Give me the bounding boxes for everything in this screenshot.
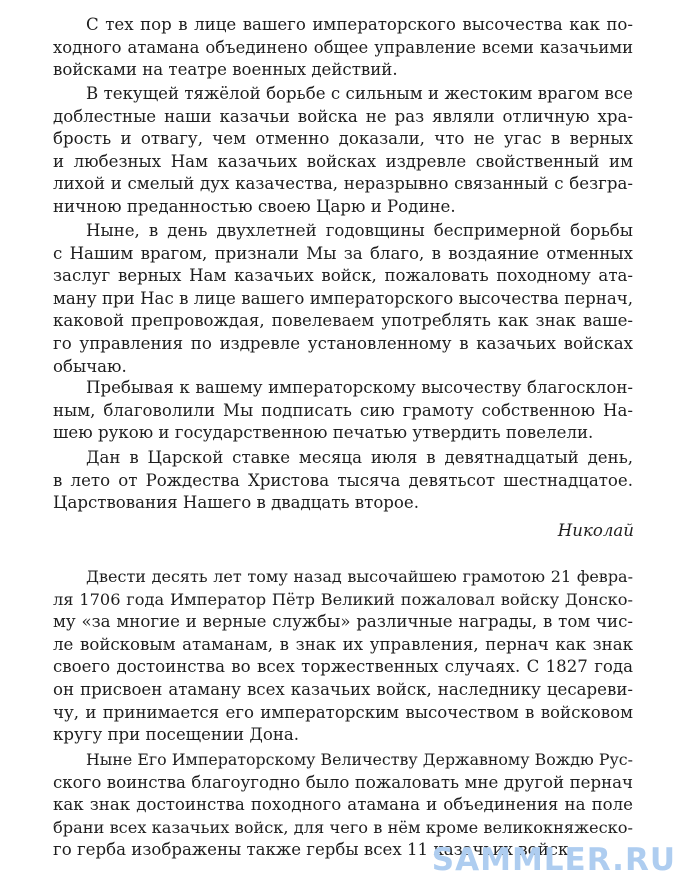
text-line: лихой и смелый дух казачества, неразрывно связанный с безгра- bbox=[53, 174, 633, 194]
text-line: Дан в Царской ставке месяца июля в девятнадцатый день, bbox=[86, 448, 633, 467]
text-line: ского воинства благоугодно было пожаловать мне другой пернач bbox=[53, 772, 633, 792]
text-line: каковой препровождая, повелеваем употреблять как знак ваше- bbox=[53, 311, 633, 331]
text-line: в лето от Рождества Христова тысяча девятьсот шестнадцатое. bbox=[53, 470, 633, 490]
text-line: ничною преданностью своею Царю и Родине. bbox=[53, 197, 456, 216]
text-line: ходного атамана объединено общее управление всеми казачьими bbox=[53, 37, 633, 57]
text-line: ману при Нас в лице вашего императорского высочества пернач, bbox=[53, 288, 633, 308]
text-line: и любезных Нам казачьих войсках издревле свойственный им bbox=[53, 151, 633, 171]
text-line: Ныне Его Императорскому Величеству Державному Вождю Рус- bbox=[86, 750, 633, 769]
text-line: Двести десять лет тому назад высочайшею грамотою 21 февра- bbox=[86, 567, 633, 586]
text-line: чу, и принимается его императорским высочеством в войсковом bbox=[53, 702, 633, 722]
text-line: как знак достоинства походного атамана и объединения на поле bbox=[53, 795, 633, 815]
text-line: кругу при посещении Дона. bbox=[53, 725, 300, 745]
text-line: обычаю. bbox=[53, 356, 127, 376]
text-line: Пребывая к вашему императорскому высочеству благосклон- bbox=[86, 378, 633, 397]
signature: Николай bbox=[557, 521, 634, 540]
text-line: В текущей тяжёлой борьбе с сильным и жестоким врагом все bbox=[86, 84, 633, 103]
text-line: заслуг верных Нам казачьих войск, пожаловать походному ата- bbox=[53, 266, 633, 286]
text-line: му «за многие и верные службы» различные награды, в том чис- bbox=[53, 612, 633, 632]
text-line: С тех пор в лице вашего императорского высочества как по- bbox=[86, 15, 633, 34]
text-line: войсками на театре военных действий. bbox=[53, 60, 398, 80]
text-line: Царствования Нашего в двадцать второе. bbox=[53, 493, 420, 513]
text-line: ле войсковым атаманам, в знак их управления, пернач как знак bbox=[53, 634, 633, 654]
text-line: го герба изображены также гербы всех 11 казачьих войск. bbox=[53, 840, 574, 860]
text-line: брани всех казачьих войск, для чего в нём кроме великокняжеско- bbox=[53, 817, 633, 837]
text-line: го управления по издревле установленному в казачьих войсках bbox=[53, 334, 633, 353]
text-line: своего достоинства во всех торжественных случаях. С 1827 года bbox=[53, 657, 633, 677]
watermark: SAMMLER.RU bbox=[431, 842, 676, 878]
text-line: ля 1706 года Император Пётр Великий пожаловал войску Донско- bbox=[53, 589, 633, 609]
text-line: ным, благоволили Мы подписать сию грамоту собственною На- bbox=[53, 400, 633, 420]
text-line: с Нашим врагом, признали Мы за благо, в воздаяние отменных bbox=[53, 243, 633, 263]
text-line: доблестные наши казачьи войска не раз являли отличную хра- bbox=[53, 106, 633, 126]
text-line: шею рукою и государственною печатью утвердить повелели. bbox=[53, 423, 594, 443]
text-line: он присвоен атаману всех казачьих войск, наследнику цесареви- bbox=[53, 680, 633, 699]
text-line: Ныне, в день двухлетней годовщины беспримерной борьбы bbox=[86, 221, 633, 240]
text-line: брость и отвагу, чем отменно доказали, что не угас в верных bbox=[53, 129, 633, 149]
